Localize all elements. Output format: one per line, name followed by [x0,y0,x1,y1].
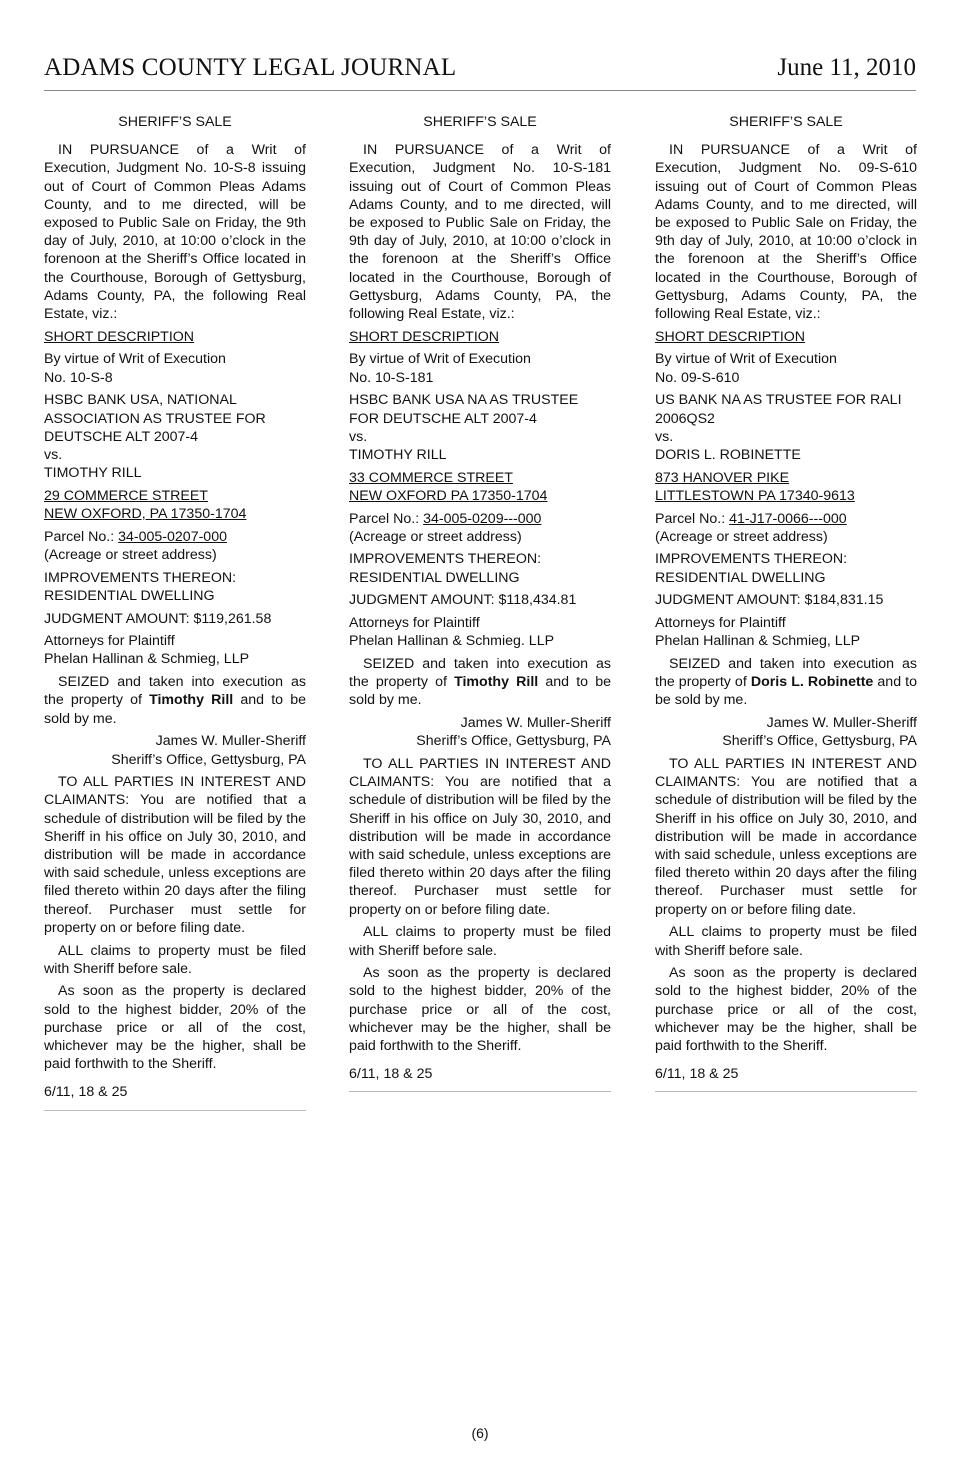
parties-block [349,391,611,464]
notice-end-rule [655,1091,917,1092]
property-address [349,469,611,505]
defendant: TIMOTHY RILL [44,465,142,482]
plaintiff: HSBC BANK USA, NATIONAL ASSOCIATION AS TRUSTEE FOR DEUTSCHE ALT 2007-4 [44,392,266,445]
page-number: (6) [471,1425,489,1441]
publication-dates: 6/11, 18 & 25 [44,1084,128,1101]
improvements-label: IMPROVEMENTS THEREON: [349,551,542,568]
sheriff-name: James W. Muller-Sheriff [766,715,917,732]
parcel-block [44,528,306,564]
attorneys-firm: Phelan Hallinan & Schmieg, LLP [44,651,250,668]
notice-end-rule [44,1110,306,1111]
versus: vs. [655,428,674,445]
parcel-number: 34-005-0207-000 [118,528,227,545]
parties-in-interest: TO ALL PARTIES IN INTEREST AND CLAIMANTS: You are notified that a schedule of distribution will be filed by the Sheriff in his office on July 30, 2010, and distribution will be made in accordance with said schedule, unless exceptions are filed thereto within 20 days after the filing thereof. Purchaser must settle for property on or before filing date. [655,756,917,918]
journal-title: ADAMS COUNTY LEGAL JOURNAL [44,54,457,81]
attorneys-firm: Phelan Hallinan & Schmieg, LLP [655,633,861,650]
address-street: 873 HANOVER PIKE [655,469,790,486]
attorneys-label: Attorneys for Plaintiff [655,615,786,632]
sheriff-signature [349,714,611,750]
parcel-number: 41-J17-0066---000 [729,510,847,527]
attorneys-label: Attorneys for Plaintiff [349,615,480,632]
parties-in-interest: TO ALL PARTIES IN INTEREST AND CLAIMANTS: You are notified that a schedule of distribution will be filed by the Sheriff in his office on July 30, 2010, and distribution will be made in accordance with said schedule, unless exceptions are filed thereto within 20 days after the filing thereof. Purchaser must settle for property on or before filing date. [44,774,306,936]
parcel-block [349,510,611,546]
owner-name: Doris L. Robinette [750,674,874,691]
notice-intro: IN PURSUANCE of a Writ of Execution, Judgment No. 10-S-8 issuing out of Court of Common Pleas Adams County, and to me directed, will be exposed to Public Sale on Friday, the 9th day of July, 2010, at 10:00 o’clock in the forenoon at the Sheriff’s Office located in the Courthouse, Borough of Gettysburg, Adams County, PA, the following Real Estate, viz.: [44,142,306,323]
parcel-number: 34-005-0209---000 [423,510,542,527]
improvements-label: IMPROVEMENTS THEREON: [44,569,237,586]
parcel-label: Parcel No.: [349,510,424,527]
writ-line: By virtue of Writ of Execution [349,351,531,368]
versus: vs. [349,428,368,445]
attorneys-firm: Phelan Hallinan & Schmieg. LLP [349,633,555,650]
plaintiff: US BANK NA AS TRUSTEE FOR RALI 2006QS2 [655,392,902,427]
claims-paragraph: ALL claims to property must be filed with Sheriff before sale. [349,924,611,959]
judgment-amount: JUDGMENT AMOUNT: $184,831.15 [655,592,884,609]
parties-block [44,391,306,482]
address-city: LITTLESTOWN PA 17340-9613 [655,487,855,504]
declared-sold-paragraph: As soon as the property is declared sold to the highest bidder, 20% of the purchase price or all of the cost, whichever may be the higher, shall be paid forthwith to the Sheriff. [349,965,611,1055]
notice-intro: IN PURSUANCE of a Writ of Execution, Judgment No. 10-S-181 issuing out of Court of Common Pleas Adams County, and to me directed, will be exposed to Public Sale on Friday, the 9th day of July, 2010, at 10:00 o’clock in the forenoon at the Sheriff’s Office located in the Courthouse, Borough of Gettysburg, Adams County, PA, the following Real Estate, viz.: [349,142,611,323]
judgment-amount: JUDGMENT AMOUNT: $119,261.58 [44,610,272,627]
writ-block [349,350,611,386]
claims-paragraph: ALL claims to property must be filed with Sheriff before sale. [655,924,917,959]
parties-in-interest: TO ALL PARTIES IN INTEREST AND CLAIMANTS: You are notified that a schedule of distribution will be filed by the Sheriff in his office on July 30, 2010, and distribution will be made in accordance with said schedule, unless exceptions are filed thereto within 20 days after the filing thereof. Purchaser must settle for property on or before filing date. [349,756,611,918]
writ-block [655,350,917,386]
claims-paragraph: ALL claims to property must be filed with Sheriff before sale. [44,942,306,977]
seized-post: and to be sold by me. [349,674,611,709]
improvements-value: RESIDENTIAL DWELLING [44,587,215,604]
seized-paragraph [44,673,306,728]
attorneys-label: Attorneys for Plaintiff [44,633,175,650]
address-city: NEW OXFORD PA 17350-1704 [349,487,548,504]
address-street: 33 COMMERCE STREET [349,469,513,486]
seized-pre: SEIZED and taken into execution as the property of [349,655,611,691]
improvements-value: RESIDENTIAL DWELLING [349,569,520,586]
sheriff-name: James W. Muller-Sheriff [155,733,306,750]
property-address [655,469,917,505]
short-description-heading: SHORT DESCRIPTION [655,328,806,345]
writ-number: No. 10-S-8 [44,369,113,386]
improvements-block [44,569,306,605]
notice-heading: SHERIFF’S SALE [423,114,537,130]
seized-paragraph [349,655,611,710]
issue-date: June 11, 2010 [777,54,916,81]
parties-block [655,391,917,464]
owner-name: Timothy Rill [454,674,539,691]
parcel-label: Parcel No.: [44,528,119,545]
journal-masthead [44,50,916,91]
parcel-label: Parcel No.: [655,510,730,527]
declared-sold-paragraph: As soon as the property is declared sold to the highest bidder, 20% of the purchase price or all of the cost, whichever may be the higher, shall be paid forthwith to the Sheriff. [44,983,306,1073]
versus: vs. [44,446,63,463]
address-street: 29 COMMERCE STREET [44,487,208,504]
acreage-note: (Acreage or street address) [44,546,217,563]
sheriff-sale-notice-1 [44,113,306,1111]
writ-block [44,350,306,386]
seized-paragraph [655,655,917,710]
sheriff-sale-notice-3 [655,113,917,1092]
parcel-block [655,510,917,546]
notice-intro: IN PURSUANCE of a Writ of Execution, Judgment No. 09-S-610 issuing out of Court of Common Pleas Adams County, and to me directed, will be exposed to Public Sale on Friday, the 9th day of July, 2010, at 10:00 o’clock in the forenoon at the Sheriff’s Office located in the Courthouse, Borough of Gettysburg, Adams County, PA, the following Real Estate, viz.: [655,142,917,323]
declared-sold-paragraph: As soon as the property is declared sold to the highest bidder, 20% of the purchase price or all of the cost, whichever may be the higher, shall be paid forthwith to the Sheriff. [655,965,917,1055]
publication-dates: 6/11, 18 & 25 [349,1066,433,1083]
writ-number: No. 10-S-181 [349,369,434,386]
improvements-block [349,550,611,586]
writ-line: By virtue of Writ of Execution [655,351,837,368]
defendant: DORIS L. ROBINETTE [655,446,801,463]
attorneys-block [349,614,611,650]
sheriff-name: James W. Muller-Sheriff [460,715,611,732]
seized-post: and to be sold by me. [655,674,917,709]
sheriff-signature [44,732,306,768]
property-address [44,487,306,523]
acreage-note: (Acreage or street address) [655,528,828,545]
sheriff-office: Sheriff’s Office, Gettysburg, PA [416,733,611,750]
improvements-label: IMPROVEMENTS THEREON: [655,551,848,568]
judgment-amount: JUDGMENT AMOUNT: $118,434.81 [349,592,577,609]
short-description-heading: SHORT DESCRIPTION [44,328,195,345]
notice-heading: SHERIFF’S SALE [118,114,232,130]
sheriff-office: Sheriff’s Office, Gettysburg, PA [111,751,306,768]
owner-name: Timothy Rill [149,692,234,709]
notice-end-rule [349,1091,611,1092]
notice-heading: SHERIFF’S SALE [729,114,843,130]
address-city: NEW OXFORD, PA 17350-1704 [44,506,247,523]
acreage-note: (Acreage or street address) [349,528,522,545]
seized-pre: SEIZED and taken into execution as the property of [655,655,917,691]
improvements-block [655,550,917,586]
attorneys-block [44,632,306,668]
sheriff-office: Sheriff’s Office, Gettysburg, PA [722,733,917,750]
publication-dates: 6/11, 18 & 25 [655,1066,739,1083]
plaintiff: HSBC BANK USA NA AS TRUSTEE FOR DEUTSCHE ALT 2007-4 [349,392,579,427]
short-description-heading: SHORT DESCRIPTION [349,328,500,345]
seized-post: and to be sold by me. [44,692,306,727]
sheriff-signature [655,714,917,750]
attorneys-block [655,614,917,650]
sheriff-sale-notice-2 [349,113,611,1092]
improvements-value: RESIDENTIAL DWELLING [655,569,826,586]
writ-number: No. 09-S-610 [655,369,740,386]
writ-line: By virtue of Writ of Execution [44,351,226,368]
defendant: TIMOTHY RILL [349,446,447,463]
seized-pre: SEIZED and taken into execution as the property of [44,674,306,709]
